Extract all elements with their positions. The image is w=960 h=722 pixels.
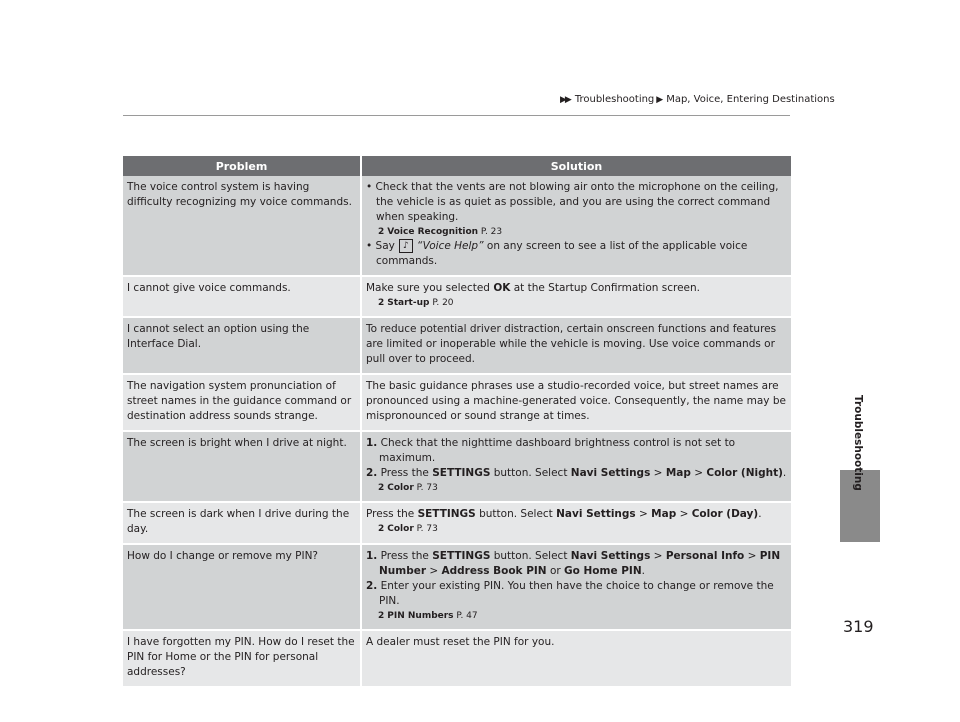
solution-cell	[361, 431, 791, 502]
problem-cell: The voice control system is having difficulty recognizing my voice commands.	[123, 176, 361, 276]
table-row	[123, 276, 791, 317]
table-row	[123, 431, 791, 502]
header-rule	[123, 115, 790, 116]
problem-cell: The screen is dark when I drive during the day.	[123, 502, 361, 544]
solution-step: 1. Press the SETTINGS button. Select Navi Settings > Personal Info > PIN Number > Address Book PIN or Go Home PIN.	[366, 550, 781, 577]
problem-cell: The navigation system pronunciation of street names in the guidance command or destination address sounds strange.	[123, 374, 361, 431]
breadcrumb-topic: Map, Voice, Entering Destinations	[666, 94, 835, 105]
breadcrumb-arrow-icon: ▶	[656, 94, 662, 105]
table-header-row	[123, 156, 791, 176]
solution-bullet: • Say ♪ “Voice Help” on any screen to see a list of the applicable voice commands.	[366, 240, 748, 267]
solution-cell	[361, 176, 791, 276]
reference-arrow-icon: 2	[378, 524, 385, 534]
cross-reference[interactable]: 2 Start-up P. 20	[378, 298, 454, 308]
solution-cell	[361, 544, 791, 630]
cross-reference[interactable]: 2 Color P. 73	[378, 524, 438, 534]
problem-cell: How do I change or remove my PIN?	[123, 544, 361, 630]
table-row	[123, 317, 791, 374]
reference-arrow-icon: 2	[378, 483, 385, 493]
breadcrumb	[560, 94, 835, 105]
solution-bullet: • Check that the vents are not blowing air onto the microphone on the ceiling, the vehicle is as quiet as possible, and you are using the correct command when speaking.	[366, 181, 779, 223]
table-row	[123, 630, 791, 687]
solution-step: 1. Check that the nighttime dashboard brightness control is not set to maximum.	[366, 437, 736, 464]
solution-cell: A dealer must reset the PIN for you.	[361, 630, 791, 687]
column-header-solution: Solution	[361, 156, 791, 176]
problem-cell: I cannot select an option using the Interface Dial.	[123, 317, 361, 374]
solution-cell: The basic guidance phrases use a studio-recorded voice, but street names are pronounced using a machine-generated voice. Consequently, the name may be mispronounced or sound strange at times.	[361, 374, 791, 431]
solution-step: 2. Enter your existing PIN. You then have the choice to change or remove the PIN.	[366, 580, 774, 607]
reference-arrow-icon: 2	[378, 227, 385, 237]
problem-cell: I have forgotten my PIN. How do I reset the PIN for Home or the PIN for personal addresses?	[123, 630, 361, 687]
page-number: 319	[843, 617, 874, 636]
table-row	[123, 502, 791, 544]
table-row	[123, 374, 791, 431]
table-row	[123, 544, 791, 630]
section-side-label: Troubleshooting	[852, 395, 864, 491]
problem-cell: The screen is bright when I drive at night.	[123, 431, 361, 502]
solution-cell: Press the SETTINGS button. Select Navi Settings > Map > Color (Day). 2 Color P. 73	[361, 502, 791, 544]
solution-cell: To reduce potential driver distraction, certain onscreen functions and features are limited or inoperable while the vehicle is moving. Use voice commands or pull over to proceed.	[361, 317, 791, 374]
solution-step: 2. Press the SETTINGS button. Select Navi Settings > Map > Color (Night).	[366, 467, 787, 479]
cross-reference[interactable]: 2 Color P. 73	[378, 483, 438, 493]
cross-reference[interactable]: 2 Voice Recognition P. 23	[378, 227, 503, 237]
problem-cell: I cannot give voice commands.	[123, 276, 361, 317]
cross-reference[interactable]: 2 PIN Numbers P. 47	[378, 611, 478, 621]
table-row	[123, 176, 791, 276]
solution-cell: Make sure you selected OK at the Startup Confirmation screen. 2 Start-up P. 20	[361, 276, 791, 317]
breadcrumb-section: Troubleshooting	[574, 94, 655, 105]
talk-button-icon: ♪	[399, 239, 413, 253]
column-header-problem: Problem	[123, 156, 361, 176]
reference-arrow-icon: 2	[378, 298, 385, 308]
troubleshooting-table	[123, 156, 791, 688]
reference-arrow-icon: 2	[378, 611, 385, 621]
breadcrumb-arrow-icon: ▶▶	[560, 94, 570, 105]
